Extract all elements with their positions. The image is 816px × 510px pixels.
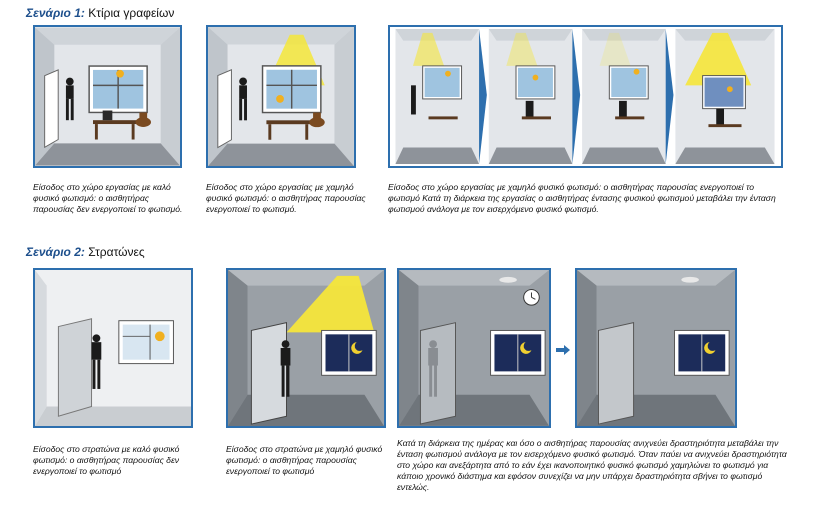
barracks-room-illustration — [399, 270, 549, 426]
office-sequence-panel — [388, 25, 783, 168]
barracks-panel-daylight — [33, 268, 193, 428]
scenario-2-label: Σενάριο 2: — [26, 245, 85, 259]
barracks-panel-low-light — [226, 268, 386, 428]
office-room-illustration — [208, 27, 354, 166]
scenario-1-caption-3: Είσοδος στο χώρο εργασίας με χαμηλό φυσικό φωτισμό: ο αισθητήρας παρουσίας ενεργοποιεί το φωτισμό Κατά τη διάρκεια της εργασίας ο αισθητήρας έντασης φυσικού φωτισμού μεταβάλει την ένταση φωτισμού ανάλογα με τον εισερχόμενο φυσικό φωτισμό. — [388, 182, 776, 214]
scenario-2-title: Στρατώνες — [88, 245, 145, 259]
scenario-2-caption-2: Είσοδος στο στρατώνα με χαμηλό φυσικό φωτισμό: ο αισθητήρας παρουσίας ενεργοποιεί το φωτισμό — [226, 444, 383, 476]
sequence-step-4 — [675, 29, 774, 164]
sun-icon — [116, 70, 124, 78]
sequence-step-3 — [582, 29, 673, 164]
scenario-1-label: Σενάριο 1: — [26, 6, 85, 20]
scenario-2-caption-1: Είσοδος στο στρατώνα με καλό φυσικό φωτισμό: ο αισθητήρας παρουσίας δεν ενεργοποιεί το φωτισμό — [33, 444, 180, 476]
sun-icon — [276, 95, 284, 103]
office-panel-daylight — [33, 25, 182, 168]
barracks-panel-lights-off — [575, 268, 737, 428]
barracks-room-illustration — [228, 270, 384, 426]
office-room-illustration — [35, 27, 180, 166]
sun-icon — [155, 331, 165, 341]
scenario-1-heading — [26, 6, 174, 20]
office-panel-low-light — [206, 25, 356, 168]
scenario-1-caption-2: Είσοδος στο χώρο εργασίας με χαμηλό φυσικό φωτισμό: ο αισθητήρας παρουσίας ενεργοποιεί το φωτισμό. — [206, 182, 366, 214]
scenario-2-caption-3: Κατά τη διάρκεια της ημέρας και όσο ο αισθητήρας παρουσίας ανιχνεύει δραστηριότητα μεταβάλει την ένταση φωτισμού ανάλογα με τον εισερχόμενο φυσικό φωτισμό. Όταν παύει να ανιχνεύει δραστηριότητα στο χώρο και ανεξάρτητα από το εάν έχει ικανοποιητικό φυσικό φωτισμό χαμηλώνει το φωτισμό για κάποιο χρονικό διάστημα και εφόσον συνεχίζει να μην υπάρχει δραστηριότητα σβήνει το φωτισμό εντελώς. — [397, 438, 787, 492]
barracks-room-illustration — [35, 270, 191, 426]
sequence-step-1 — [395, 29, 486, 164]
scenario-1-title: Κτίρια γραφείων — [88, 6, 175, 20]
arrow-right-icon — [556, 345, 570, 355]
sequence-step-2 — [489, 29, 580, 164]
barracks-room-illustration — [577, 270, 735, 426]
scenario-2-heading — [26, 245, 145, 259]
scenario-1-caption-1: Είσοδος στο χώρο εργασίας με καλό φυσικό φωτισμό: ο αισθητήρας παρουσίας δεν ενεργοποιεί το φωτισμό. — [33, 182, 183, 214]
office-sequence-illustration — [390, 27, 781, 166]
barracks-panel-dimming — [397, 268, 551, 428]
